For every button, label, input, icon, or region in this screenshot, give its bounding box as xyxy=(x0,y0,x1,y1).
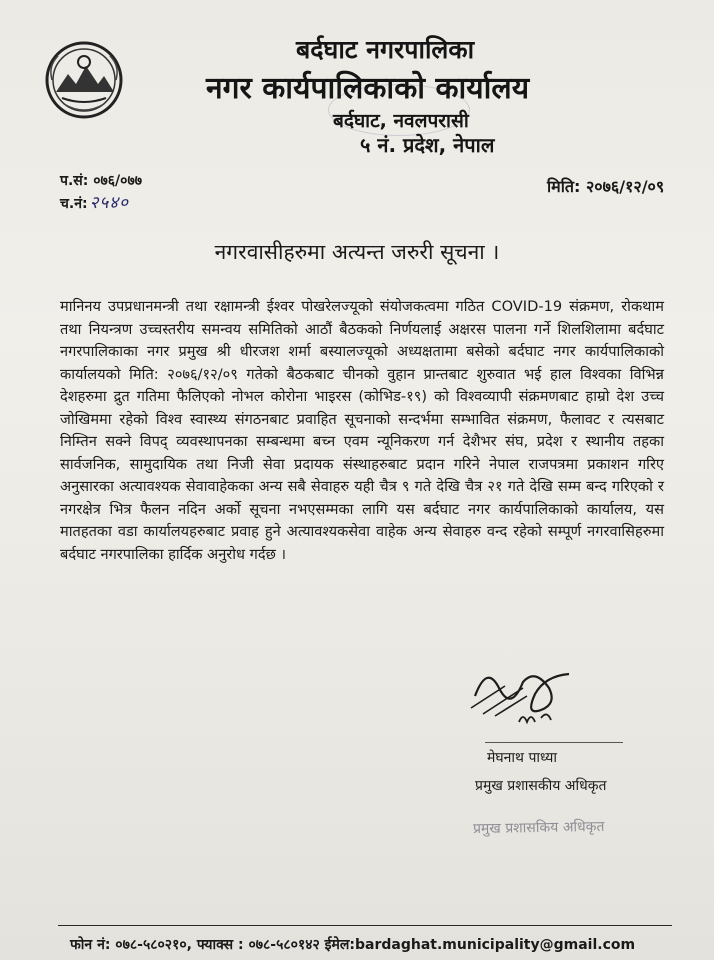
municipality-name: बर्दघाट नगरपालिका xyxy=(296,35,475,64)
notice-body: मानिनय उपप्रधानमन्त्री तथा रक्षामन्त्री ईश्वर पोखरेलज्यूको संयोजकत्वमा गठित COVID-19 संक्रमण, रोकथाम तथा नियन्त्रण उच्चस्तरीय समन्वय समितिको आठौं बैठकको निर्णयलाई अक्षरस पालना गर्ने शिलशिलामा बर्दघाट नगरपालिकाका नगर प्रमुख श्री धीरजश शर्मा बस्यालज्यूको अध्यक्षतामा बसेको बर्दघाट नगर कार्यपालिकाको कार्यालयको मिति: २०७६/१२/०९ गतेको बैठकबाट चीनको वुहान प्रान्तबाट शुरुवात भई हाल विश्वका विभिन्न देशहरुमा द्रुत गतिमा फैलिएको नोभल कोरोना भाइरस (कोभिड-१९) को विश्वव्यापी संक्रमणबाट हाम्रो देश उच्च जोखिममा रहेको विश्व स्वास्थ्य संगठनबाट प्रवाहित सूचनाको सन्दर्भमा सम्भावित संक्रमण, फैलावट र त्यसबाट निम्तिन सक्ने विपद् व्यवस्थापनका सम्बन्धमा बच्न एवम न्यूनिकरण गर्न देशैभर संघ, प्रदेश र स्थानीय तहका सार्वजनिक, सामुदायिक तथा निजी सेवा प्रदायक संस्थाहरुबाट प्रदान गरिने नेपाल राजपत्रमा प्रकाशन गरिए अनुसारका अत्यावश्यक सेवावाहेकका अन्य सबै सेवाहरु यही चैत्र ९ गते देखि चैत्र २१ गते देखि सम्म बन्द गरिएको र नगरक्षेत्र भित्र फैलन नदिन अर्को सूचना नभएसम्मका लागि यस बर्दघाट नगर कार्यपालिकाको कार्यालय, यस मातहतका वडा कार्यालयहरुबाट प्रवाह हुने अत्यावश्यकसेवा वाहेक अन्य सेवाहरु वन्द रहेको सम्पूर्ण नगरवासिहरुमा बर्दघाट नगरपालिका हार्दिक अनुरोध गर्दछ । xyxy=(60,298,664,563)
reference-block xyxy=(60,170,142,215)
nepal-emblem-logo xyxy=(44,40,124,120)
footer-divider xyxy=(58,925,672,926)
footer-contact xyxy=(70,935,635,954)
dispatch-number-label: च.नं: xyxy=(60,196,88,212)
dispatch-number-row xyxy=(60,192,142,215)
signatory-name: मेघनाथ पाध्या xyxy=(487,750,558,766)
province-line: ५ नं. प्रदेश, नेपाल xyxy=(360,133,495,157)
office-name: नगर कार्यपालिकाको कार्यालय xyxy=(206,71,530,106)
handwritten-signature xyxy=(465,658,585,730)
signature-line xyxy=(485,742,623,743)
notice-title: नगरवासीहरुमा अत्यन्त जरुरी सूचना । xyxy=(214,240,500,264)
dispatch-number-value: २५४० xyxy=(89,193,129,213)
signatory-title: प्रमुख प्रशासकीय अधिकृत xyxy=(475,778,607,794)
letter-date: मिति: २०७६/१२/०९ xyxy=(547,177,665,196)
footer-email[interactable]: bardaghat.municipality@gmail.com xyxy=(355,937,636,953)
official-stamp: प्रमुख प्रशासकिय अधिकृत xyxy=(472,818,605,838)
letter-number: प.सं: ०७६/०७७ xyxy=(60,173,143,189)
footer-phone-fax: फोन नं: ०७८-५८०२१०, फ्याक्स : ०७८-५८०१४२ ईमेल: xyxy=(70,937,356,953)
office-location: बर्दघाट, नवलपरासी xyxy=(333,110,469,132)
